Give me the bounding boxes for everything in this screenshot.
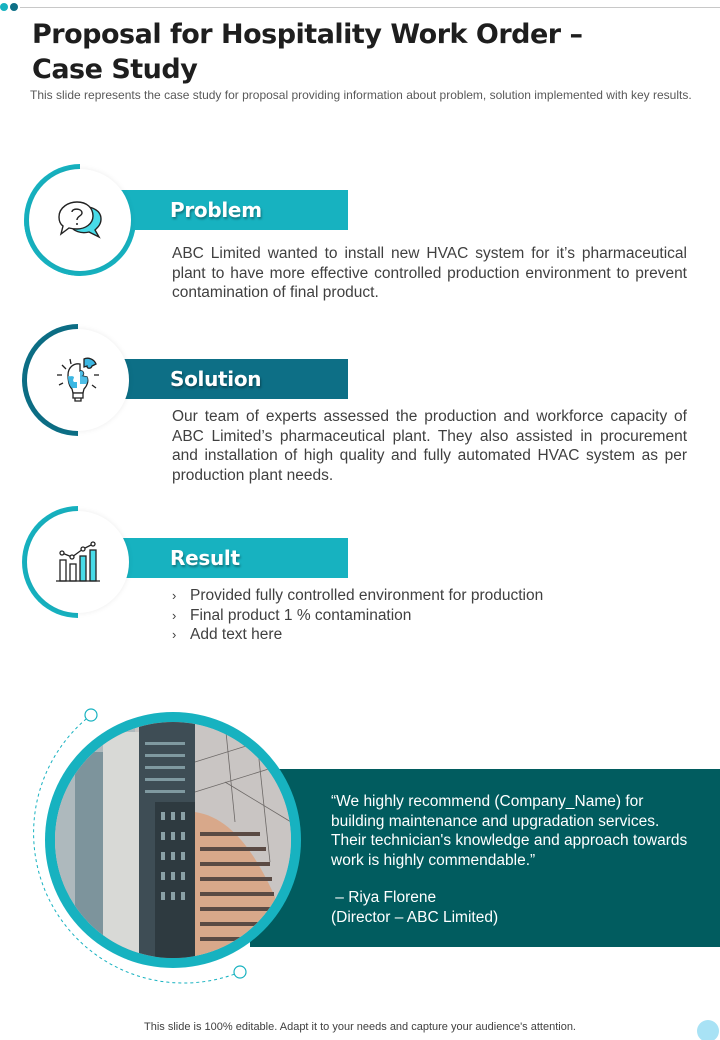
result-bullet-item: › Provided fully controlled environment for production bbox=[172, 587, 544, 604]
banner-solution bbox=[120, 359, 348, 399]
section-title-solution: Solution bbox=[170, 367, 262, 391]
speech-bubbles-question-icon bbox=[55, 199, 105, 241]
decor-dot-dark bbox=[10, 3, 18, 11]
section-title-problem: Problem bbox=[170, 198, 262, 222]
icon-circle-solution bbox=[27, 329, 129, 431]
icon-circle-problem bbox=[29, 169, 131, 271]
testimonial-quote: “We highly recommend (Company_Name) for building maintenance and upgradation services. Their technician's knowledge and approach towards work is highly commendable.” bbox=[331, 793, 688, 869]
chevron-right-icon: › bbox=[172, 607, 177, 623]
testimonial-author bbox=[331, 888, 498, 927]
page-subtitle: This slide represents the case study for proposal providing information about problem, solution implemented with key results. bbox=[30, 88, 692, 102]
footer-note: This slide is 100% editable. Adapt it to your needs and capture your audience's attention. bbox=[144, 1021, 576, 1033]
banner-result bbox=[120, 538, 348, 578]
lightbulb-puzzle-icon bbox=[54, 355, 102, 405]
result-bullet-item: › Final product 1 % contamination bbox=[172, 606, 412, 624]
author-role: (Director – ABC Limited) bbox=[331, 908, 499, 926]
solution-description: Our team of experts assessed the production and workforce capacity of ABC Limited’s pharmaceutical plant. They also assisted in procurement and installation of high quality and fully automated HVAC system as per production plant needs. bbox=[172, 408, 687, 484]
problem-description: ABC Limited wanted to install new HVAC system for it’s pharmaceutical plant to have more effective controlled production environment to prevent contamination of final product. bbox=[172, 245, 687, 301]
city-skyscrapers-photo bbox=[55, 722, 291, 958]
top-divider-line bbox=[20, 7, 720, 8]
decor-dot-footer bbox=[697, 1020, 719, 1040]
result-bullet-list bbox=[172, 586, 543, 645]
result-bullet-item: › Add text here bbox=[172, 626, 283, 643]
chevron-right-icon: › bbox=[172, 627, 177, 642]
chevron-right-icon: › bbox=[172, 588, 177, 603]
icon-circle-result bbox=[27, 511, 129, 613]
author-name: – Riya Florene bbox=[331, 889, 437, 906]
page-title: Proposal for Hospitality Work Order – Case Study bbox=[32, 19, 583, 85]
decor-dot-light bbox=[0, 3, 8, 11]
banner-problem bbox=[120, 190, 348, 230]
bar-chart-growth-icon bbox=[55, 540, 101, 584]
section-title-result: Result bbox=[170, 546, 240, 570]
